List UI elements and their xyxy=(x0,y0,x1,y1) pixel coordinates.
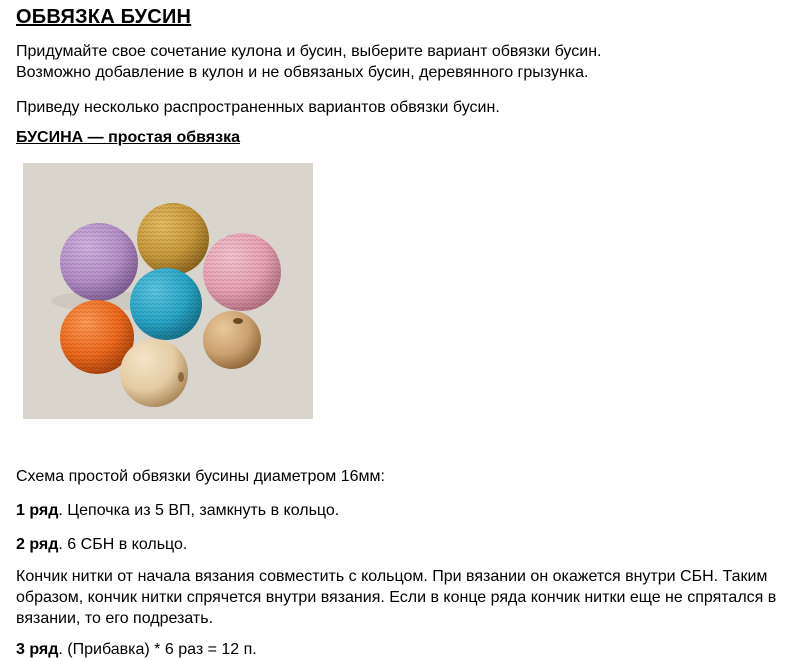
scheme-intro: Схема простой обвязки бусины диаметром 16мм: xyxy=(16,468,385,485)
beads-photo xyxy=(23,163,313,419)
blue-bead xyxy=(130,268,202,340)
section-heading: БУСИНА — простая обвязка xyxy=(16,129,240,146)
wood-bead-small xyxy=(203,311,261,369)
row-1-label: 1 ряд xyxy=(16,502,59,519)
page-title: ОБВЯЗКА БУСИН xyxy=(16,6,192,28)
purple-bead xyxy=(60,223,138,301)
row-1-text: . Цепочка из 5 ВП, замкнуть в кольцо. xyxy=(58,502,340,519)
row-2-text: . 6 СБН в кольцо. xyxy=(58,536,188,553)
intro-paragraph xyxy=(16,41,776,83)
pink-bead xyxy=(203,233,281,311)
row-2-label: 2 ряд xyxy=(16,536,59,553)
row-3-label: 3 ряд xyxy=(16,641,59,658)
tip-paragraph: Кончик нитки от начала вязания совместить с кольцом. При вязании он окажется внутри СБН. Таким образом, кончик нитки спрячется внутри вязания. Если в конце ряда кончик нитки еще не спрятался в вязании, то его подрезать. xyxy=(16,568,777,627)
row-3-text: . (Прибавка) * 6 раз = 12 п. xyxy=(58,641,257,658)
row-3-instruction xyxy=(16,639,257,660)
row-2-instruction xyxy=(16,534,187,555)
variants-paragraph: Приведу несколько распространенных вариантов обвязки бусин. xyxy=(16,99,500,116)
wood-bead-large xyxy=(120,339,188,407)
beads-illustration xyxy=(23,163,313,419)
intro-line-2: Возможно добавление в кулон и не обвязаных бусин, деревянного грызунка. xyxy=(16,64,589,81)
row-1-instruction xyxy=(16,500,339,521)
intro-line-1: Придумайте свое сочетание кулона и бусин, выберите вариант обвязки бусин. xyxy=(16,43,602,60)
mustard-bead xyxy=(137,203,209,275)
